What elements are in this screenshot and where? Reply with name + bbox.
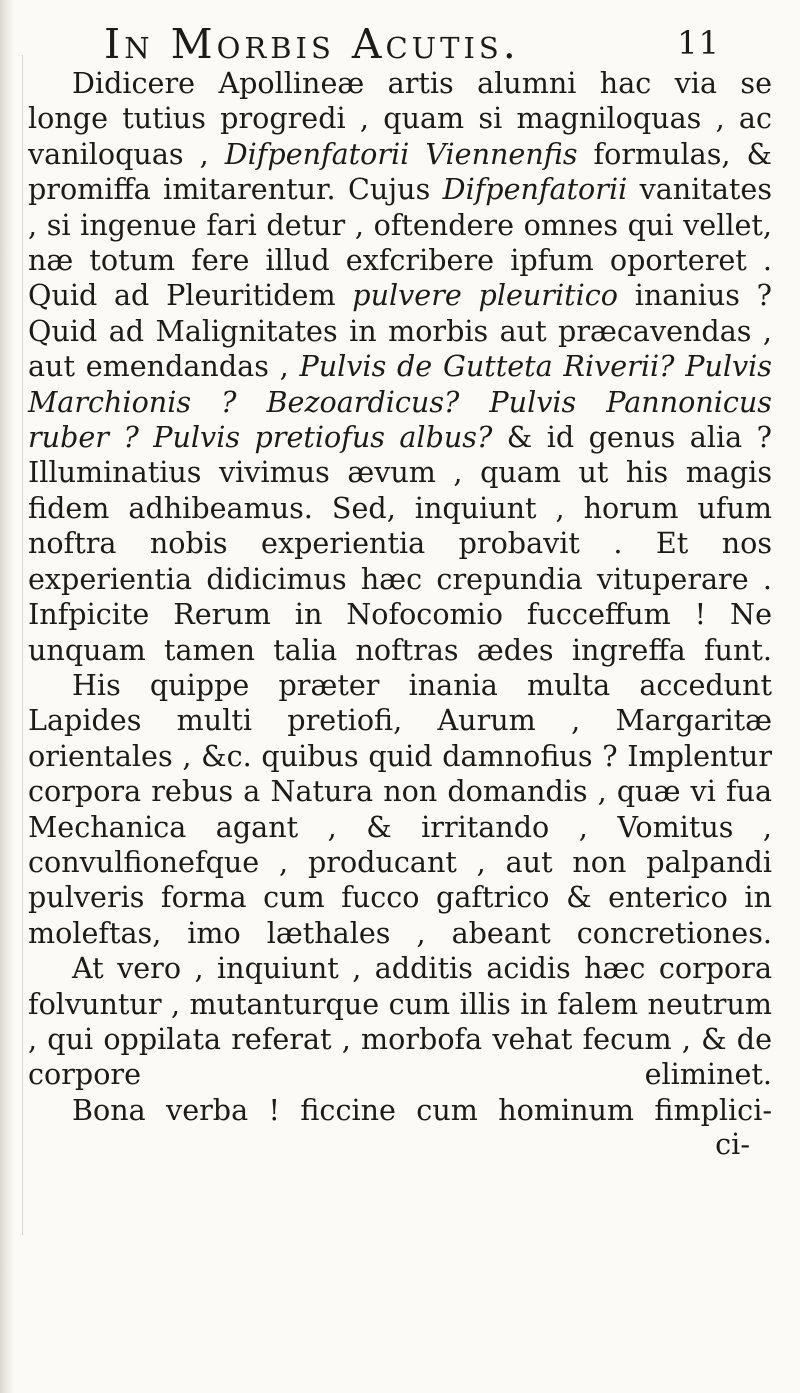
text-segment: & id genus alia ? Illuminatius vivimus ævum , quam ut his magis fidem adhibeamus. Sed, inquiunt , horum ufum noftra nobis experientia probavit . Et nos experientia didicimus hæc crepundia vituperare . Infpicite Rerum in Nofocomio fucceffum ! Ne unquam tamen talia noftras ædes ingreffa funt. [28,420,772,667]
text-segment: Didicere Apollineæ artis alumni hac via se longe tutius progredi , quam si magniloquas , ac vaniloquas , [28,66,772,171]
text-segment: vanitates , si ingenue fari detur , oftendere omnes qui vellet, næ totum fere illud exfcribere ipfum oporteret . Quid ad Pleuritidem [28,172,772,313]
catchword: ci- [715,1127,750,1162]
text-segment: His quippe præter inania multa accedunt Lapides multi pretiofi, Aurum , Margaritæ orientales , &c. quibus quid damnofius ? Implentur corpora rebus a Natura non domandis , quæ vi fua Mechanica agant , & irritando , Vomitus , convulfionefque , producant , aut non palpandi pulveris forma cum fucco gaftrico & enterico in moleftas, imo læthales , abeant concretiones. [28,667,772,950]
page-header [100,14,720,74]
paragraph-4 [28,1093,772,1128]
page-number: 11 [677,24,720,62]
page-gutter-shadow [0,0,14,1393]
page-edge-line [22,55,23,1235]
text-segment: At vero , inquiunt , additis acidis hæc corpora folvuntur , mutanturque cum illis in falem neutrum , qui oppilata referat , morbofa vehat fecum , & de corpore eliminet. [28,951,772,1092]
text-segment: formulas, & promiffa imitarentur. Cujus [28,136,772,207]
body-text [28,66,772,1160]
italic-title-segment: pulvere pleuritico [352,278,618,313]
running-head: In Morbis Acutis. [104,20,520,68]
paragraph-3 [28,951,772,1093]
text-segment: inanius ? Quid ad Malignitates in morbis aut præcavendas , aut emendandas , [28,278,772,384]
italic-title-segment: Pulvis de Gutteta Riverii? Pulvis Marchionis ? Bezoardicus? Pulvis Pannonicus ruber ? Pulvis pretiofus albus? [28,349,772,455]
paragraph-1 [28,66,772,668]
italic-title-segment: Difpenfatorii [442,172,628,207]
text-segment: Bona verba ! ficcine cum hominum fimplici- [72,1092,772,1127]
paragraph-2 [28,668,772,951]
italic-title-segment: Difpenfatorii Viennenfis [224,136,578,171]
